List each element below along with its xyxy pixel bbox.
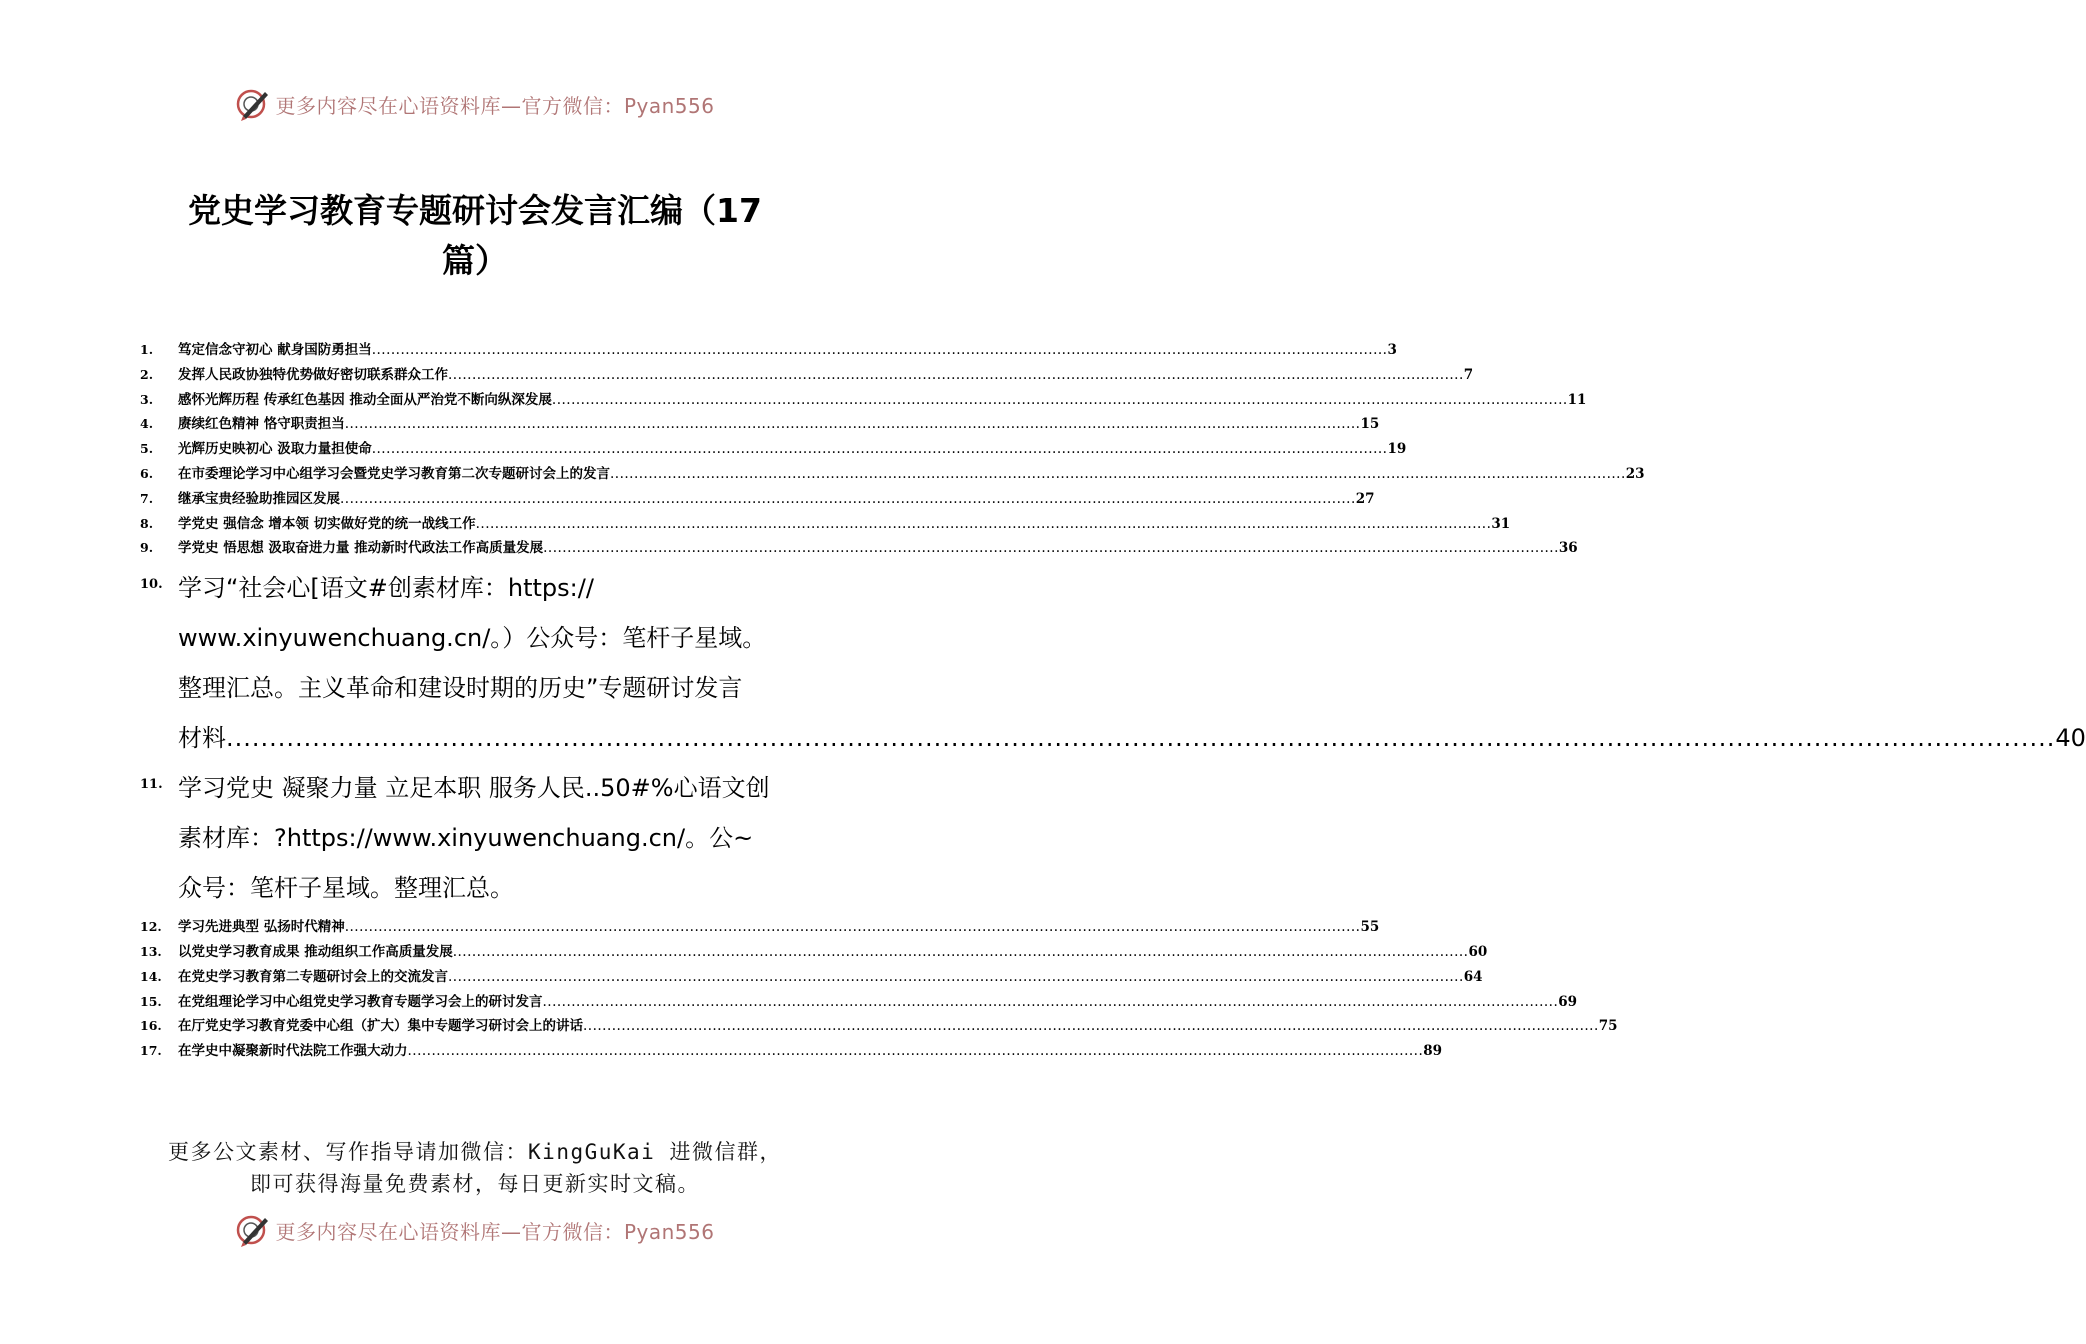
toc-item-page: 40 — [2055, 724, 2086, 753]
toc-leader-dots — [226, 713, 2055, 763]
toc-item-page: 27 — [1355, 490, 1375, 507]
toc-item-line: www.xinyuwenchuang.cn/。）公众号：笔杆子星域。 — [178, 624, 767, 653]
toc-item-line — [178, 713, 2086, 763]
toc-item-text — [178, 763, 806, 913]
toc-item[interactable] — [140, 1039, 1443, 1064]
toc-item-page: 69 — [1558, 993, 1578, 1010]
toc-item[interactable] — [140, 338, 1397, 363]
toc-leader-dots — [340, 491, 1356, 507]
footer-banner — [0, 1208, 950, 1252]
toc-leader-dots — [543, 540, 1559, 556]
toc-item-number: 17. — [140, 1043, 162, 1059]
toc-item-title: 学党史 强信念 增本领 切实做好党的统一战线工作 — [178, 515, 476, 532]
toc-item-title: 赓续红色精神 恪守职责担当 — [178, 416, 345, 433]
toc-item-number: 15. — [140, 993, 162, 1009]
toc-item[interactable] — [140, 940, 1488, 965]
toc-leader-dots — [448, 969, 1464, 985]
toc-item-number: 16. — [140, 1018, 162, 1034]
toc-item-number: 14. — [140, 968, 162, 984]
toc-leader-dots — [345, 919, 1361, 935]
toc-item-title: 发挥人民政协独特优势做好密切联系群众工作 — [178, 366, 448, 383]
toc-item-number: 13. — [140, 943, 162, 959]
toc-item-number: 11. — [140, 777, 163, 793]
toc-item-page: 60 — [1468, 943, 1488, 960]
toc-leader-dots — [372, 441, 1388, 457]
toc-item[interactable] — [140, 412, 1380, 437]
title-line-1: 党史学习教育专题研讨会发言汇编（17 — [188, 191, 762, 230]
banner-text: 更多内容尽在心语资料库—官方微信：Pyan556 — [275, 1219, 715, 1244]
toc-item-title: 在学史中凝聚新时代法院工作强大动力 — [178, 1043, 408, 1060]
toc-item-11[interactable] — [140, 763, 806, 913]
toc-item-line: 素材库：?https://www.xinyuwenchuang.cn/。公~ — [178, 824, 754, 853]
toc-group-2 — [140, 915, 1618, 1064]
toc-item-page: 23 — [1625, 465, 1645, 482]
toc-item-line: 学习“社会心[语文#创素材库：https:// — [178, 574, 594, 603]
toc-item-page: 11 — [1567, 391, 1587, 408]
toc-item-number: 6. — [140, 465, 154, 481]
toc-item-page: 3 — [1387, 342, 1397, 358]
toc-item[interactable] — [140, 388, 1587, 413]
toc-item-text — [178, 563, 2086, 763]
toc-item[interactable] — [140, 437, 1407, 462]
table-of-contents — [140, 338, 2086, 1064]
footer-line-2: 即可获得海量免费素材，每日更新实时文稿。 — [250, 1172, 700, 1196]
footer-line-1: 更多公文素材、写作指导请加微信：KingGuKai 进微信群， — [168, 1140, 782, 1164]
toc-leader-dots — [408, 1043, 1424, 1059]
toc-item-number: 10. — [140, 577, 163, 593]
toc-leader-dots — [453, 944, 1469, 960]
toc-item-title: 在党史学习教育第二专题研讨会上的交流发言 — [178, 968, 448, 985]
toc-item-10[interactable] — [140, 563, 2086, 763]
banner-text: 更多内容尽在心语资料库—官方微信：Pyan556 — [275, 93, 715, 118]
title-line-2: 篇） — [442, 241, 508, 280]
toc-item[interactable] — [140, 915, 1380, 940]
toc-item-number: 3. — [140, 391, 154, 407]
toc-item-number: 4. — [140, 416, 154, 432]
toc-leader-dots — [372, 342, 1388, 358]
toc-group-1 — [140, 338, 1645, 561]
toc-item-number: 5. — [140, 441, 154, 457]
toc-item[interactable] — [140, 536, 1578, 561]
toc-item-number: 12. — [140, 919, 162, 935]
toc-item-number: 8. — [140, 515, 154, 531]
toc-leader-dots — [610, 466, 1626, 482]
toc-item-number: 1. — [140, 342, 154, 357]
toc-item[interactable] — [140, 512, 1511, 537]
toc-item-page: 31 — [1491, 515, 1511, 532]
toc-leader-dots — [583, 1018, 1599, 1034]
toc-item[interactable] — [140, 487, 1375, 512]
toc-leader-dots — [543, 994, 1559, 1010]
toc-item-line-text: 材料 — [178, 724, 226, 753]
toc-item-page: 36 — [1558, 540, 1578, 557]
pen-logo-icon — [235, 86, 271, 122]
toc-item-number: 7. — [140, 490, 154, 506]
toc-item-page: 64 — [1463, 968, 1483, 985]
toc-item[interactable] — [140, 363, 1474, 388]
toc-item[interactable] — [140, 462, 1645, 487]
toc-item[interactable] — [140, 990, 1578, 1015]
toc-item-title: 笃定信念守初心 献身国防勇担当 — [178, 342, 372, 358]
toc-item-line: 整理汇总。主义革命和建设时期的历史”专题研讨发言 — [178, 674, 743, 703]
header-banner — [0, 82, 950, 126]
toc-item-title: 继承宝贵经验助推园区发展 — [178, 490, 340, 507]
toc-leader-dots — [476, 516, 1492, 532]
toc-item-page: 75 — [1598, 1018, 1618, 1035]
toc-item-page: 89 — [1423, 1043, 1443, 1060]
toc-item-title: 感怀光辉历程 传承红色基因 推动全面从严治党不断向纵深发展 — [178, 391, 552, 408]
toc-item-title: 学党史 悟思想 汲取奋进力量 推动新时代政法工作高质量发展 — [178, 540, 544, 557]
toc-item-number: 9. — [140, 540, 154, 556]
toc-item-title: 学习先进典型 弘扬时代精神 — [178, 919, 345, 936]
toc-item-title: 光辉历史映初心 汲取力量担使命 — [178, 441, 372, 458]
toc-item-page: 19 — [1387, 441, 1407, 458]
toc-item-title: 在厅党史学习教育党委中心组（扩大）集中专题学习研讨会上的讲话 — [178, 1018, 583, 1035]
toc-item[interactable] — [140, 1014, 1618, 1039]
toc-leader-dots — [552, 392, 1568, 408]
toc-item-number: 2. — [140, 366, 154, 382]
toc-leader-dots — [448, 367, 1464, 383]
toc-item-line: 众号：笔杆子星域。整理汇总。 — [178, 874, 514, 903]
toc-item-title: 在市委理论学习中心组学习会暨党史学习教育第二次专题研讨会上的发言 — [178, 465, 610, 482]
pen-logo-icon — [235, 1212, 271, 1248]
toc-item-title: 在党组理论学习中心组党史学习教育专题学习会上的研讨发言 — [178, 993, 543, 1010]
toc-item-page: 15 — [1360, 416, 1380, 433]
toc-item-page: 7 — [1463, 366, 1474, 383]
toc-item-line: 学习党史 凝聚力量 立足本职 服务人民..50#%心语文创 — [178, 774, 770, 803]
toc-item[interactable] — [140, 965, 1483, 990]
toc-leader-dots — [345, 416, 1361, 432]
toc-item-page: 55 — [1360, 919, 1380, 936]
document-title — [0, 186, 950, 286]
footer-note — [0, 1136, 950, 1200]
toc-item-title: 以党史学习教育成果 推动组织工作高质量发展 — [178, 943, 453, 960]
